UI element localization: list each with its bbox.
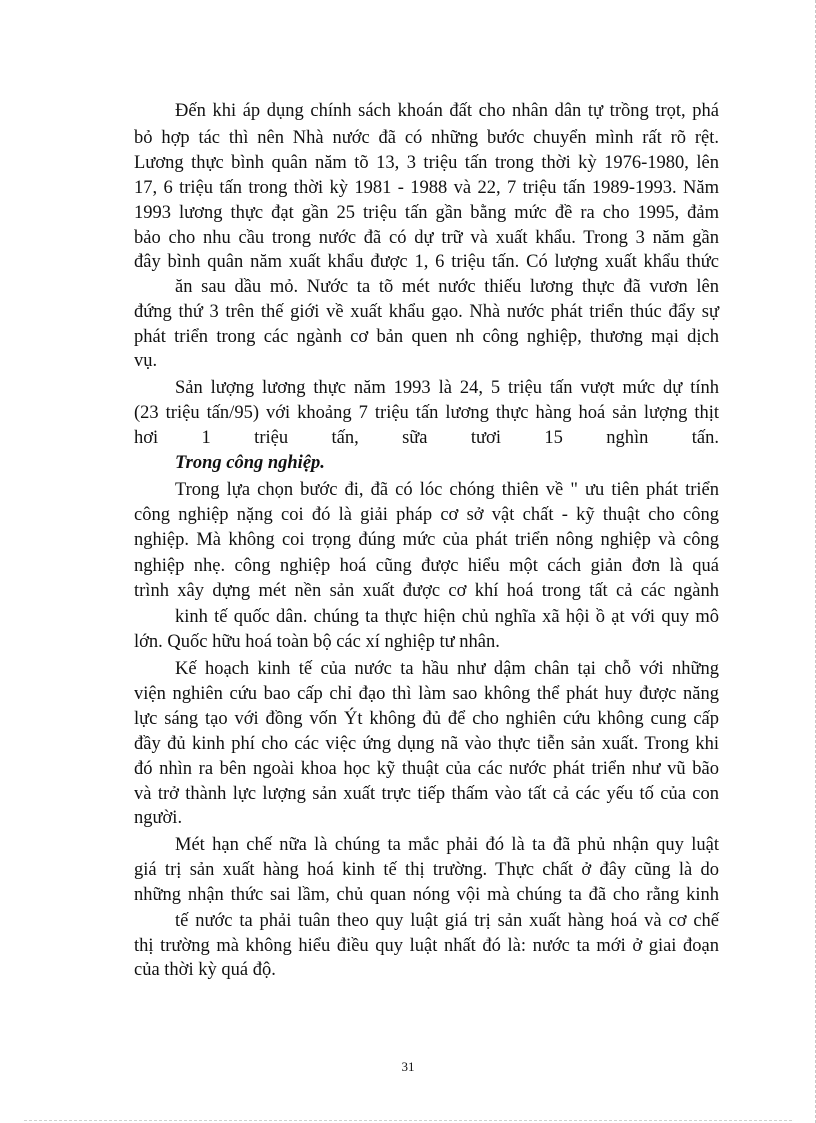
text-line: Đến khi áp dụng chính sách khoán đất cho nhân dân tự trồng trọt, phá <box>175 101 719 121</box>
text-line: và trở thành lực lượng sản xuất trực tiếp thấm vào tất cả các yếu tố của con <box>134 784 719 804</box>
text-line: lớn. Quốc hữu hoá toàn bộ các xí nghiệp tư nhân. <box>134 632 500 652</box>
text-line: đó nhìn ra bên ngoài khoa học kỹ thuật của các nước phát triển như vũ bão <box>134 759 719 779</box>
text-line: công nghiệp nặng coi đó là giải pháp cơ sở vật chất - kỹ thuật cho công <box>134 505 719 525</box>
page-edge-bottom <box>24 1120 792 1121</box>
text-line: hơi 1 triệu tấn, sữa tươi 15 nghìn tấn. <box>134 428 719 448</box>
text-line: đây bình quân năm xuất khẩu được 1, 6 triệu tấn. Có lượng xuất khẩu thức <box>134 252 719 272</box>
text-line: phát triển trong các ngành cơ bản quen nh công nghiệp, thương mại dịch <box>134 327 719 347</box>
text-line: thị trường mà không hiểu điều quy luật nhất đó là: nước ta mới ở giai đoạn <box>134 936 719 956</box>
text-line: viện nghiên cứu bao cấp chỉ đạo thì làm sao không thể phát huy được năng <box>134 684 719 704</box>
text-line: tế nước ta phải tuân theo quy luật giá trị sản xuất hàng hoá và cơ chế <box>175 911 719 931</box>
text-line: trình xây dựng mét nền sản xuất được cơ khí hoá trong tất cả các ngành <box>134 581 719 601</box>
text-line: Sản lượng lương thực năm 1993 là 24, 5 triệu tấn vượt mức dự tính <box>175 378 719 398</box>
text-line: đầy đủ kinh phí cho các việc ứng dụng nã vào thực tiễn sản xuất. Trong khi <box>134 734 719 754</box>
text-line: Lương thực bình quân năm tõ 13, 3 triệu tấn trong thời kỳ 1976-1980, lên <box>134 153 719 173</box>
text-line: nghiệp nhẹ. công nghiệp hoá cũng được hiểu một cách giản đơn là quá <box>134 556 719 576</box>
text-line: (23 triệu tấn/95) với khoảng 7 triệu tấn lương thực hàng hoá sản lượng thịt <box>134 403 719 423</box>
text-line: bảo cho nhu cầu trong nước đã có dự trữ và xuất khẩu. Trong 3 năm gần <box>134 228 719 248</box>
text-line: kinh tế quốc dân. chúng ta thực hiện chủ nghĩa xã hội ồ ạt với quy mô <box>175 607 719 627</box>
text-line: bỏ hợp tác thì nên Nhà nước đã có những bước chuyển mình rất rõ rệt. <box>134 128 719 148</box>
text-line: những nhận thức sai lầm, chủ quan nóng vội mà chúng ta đã cho rằng kinh <box>134 885 719 905</box>
section-heading: Trong công nghiệp. <box>175 453 325 473</box>
text-line: ăn sau dầu mỏ. Nước ta tõ mét nước thiếu lương thực đã vươn lên <box>175 277 719 297</box>
text-line: người. <box>134 808 183 828</box>
text-line: 17, 6 triệu tấn trong thời kỳ 1981 - 1988 và 22, 7 triệu tấn 1989-1993. Năm <box>134 178 719 198</box>
text-line: đứng thứ 3 trên thế giới về xuất khẩu gạo. Nhà nước phát triển thúc đẩy sự <box>134 302 719 322</box>
text-line: Kế hoạch kinh tế của nước ta hầu như dậm chân tại chỗ với những <box>175 659 719 679</box>
text-line: vụ. <box>134 351 158 371</box>
text-line: giá trị sản xuất hàng hoá kinh tế thị trường. Thực chất ở đây cũng là do <box>134 860 719 880</box>
text-line: lực sáng tạo với đồng vốn Ýt không đủ để cho nghiên cứu không cung cấp <box>134 709 719 729</box>
text-line: nghiệp. Mà không coi trọng đúng mức của phát triển nông nghiệp và công <box>134 530 719 550</box>
page-number: 31 <box>401 1059 415 1074</box>
text-line: Mét hạn chế nữa là chúng ta mắc phải đó là ta đã phủ nhận quy luật <box>175 835 719 855</box>
text-line: của thời kỳ quá độ. <box>134 960 276 980</box>
text-line: 1993 lương thực đạt gần 25 triệu tấn gần bằng mức đề ra cho 1995, đảm <box>134 203 719 223</box>
text-line: Trong lựa chọn bước đi, đã có lóc chóng thiên về " ưu tiên phát triển <box>175 480 719 500</box>
